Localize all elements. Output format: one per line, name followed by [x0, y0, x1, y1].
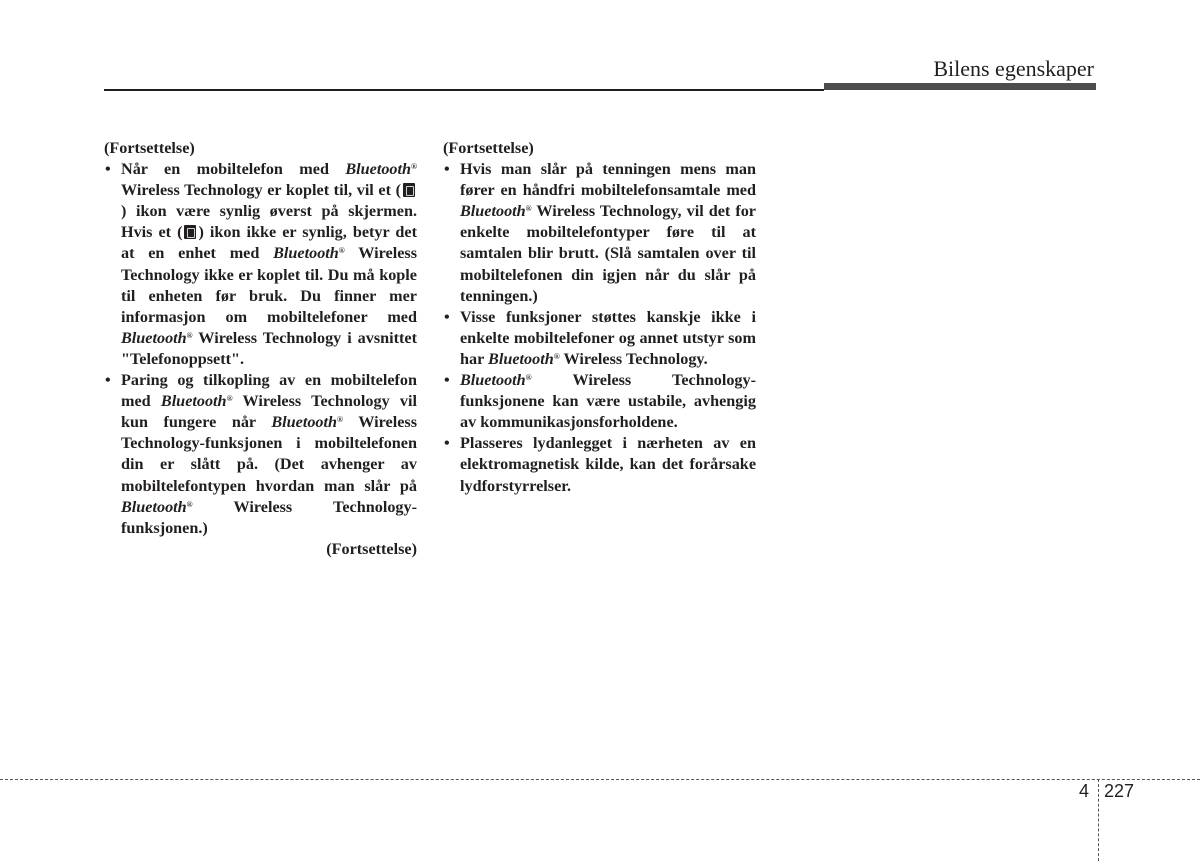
- bluetooth-term: Bluetooth: [273, 244, 339, 263]
- footer-dashed-divider: [1098, 779, 1099, 861]
- continued-label-bottom: (Fortsettelse): [326, 539, 417, 558]
- registered-mark: ®: [337, 415, 343, 425]
- bluetooth-term: Bluetooth: [488, 349, 554, 368]
- continued-label-top: (Fortsettelse): [443, 139, 534, 157]
- registered-mark: ®: [525, 373, 532, 383]
- bluetooth-connected-icon: [403, 183, 415, 197]
- registered-mark: ®: [553, 351, 560, 361]
- registered-mark: ®: [338, 246, 345, 256]
- left-bullet-list: [104, 159, 417, 539]
- bullet-ignition-call-info: • Hvis man slår på tenningen mens man fører en håndfri mobiltelefonsamtale med Bluetooth® Wireless Technology, vil det for enkelte mobiltelefontyper føre til at samtalen blir brutt. (Slå samtalen over til mobiltelefonen din igjen når du slår på tenningen.): [443, 159, 756, 307]
- right-bullet-list: [443, 159, 756, 497]
- bluetooth-term: Bluetooth: [271, 413, 338, 432]
- running-header-title: Bilens egenskaper: [933, 56, 1094, 81]
- bullet-pairing-info: • Paring og tilkopling av en mobiltelefon med Bluetooth® Wireless Technology vil kun fungere når Bluetooth® Wireless Technology-funksjonen i mobiltelefonen din er slått på. (Det avhenger av mobiltelefontypen hvordan man slår på Bluetooth® Wireless Technology-funksjonen.): [104, 370, 417, 539]
- bluetooth-term: Bluetooth: [460, 371, 526, 390]
- bluetooth-disconnected-icon: [184, 225, 196, 239]
- bluetooth-term: Bluetooth: [121, 328, 187, 347]
- registered-mark: ®: [525, 204, 532, 214]
- footer-dashed-rule: [0, 779, 1200, 780]
- bluetooth-term: Bluetooth: [460, 202, 526, 221]
- chapter-number: 4: [1079, 781, 1090, 801]
- continued-label-top: (Fortsettelse): [104, 139, 195, 157]
- bluetooth-term: Bluetooth: [121, 497, 187, 516]
- bullet-bluetooth-connected-icon-info: • Når en mobiltelefon med Bluetooth® Wireless Technology er koplet til, vil et () ikon være synlig øverst på skjermen. Hvis et ( ) ikon ikke er synlig, betyr det at en enhet med Bluetooth® Wireless Technology ikke er koplet til. Du må kople til enheten før bruk. Du finner mer informasjon om mobiltelefoner med Bluetooth® Wireless Technology i avsnittet "Telefonoppsett".: [104, 159, 417, 370]
- page-number: 227: [1104, 781, 1135, 801]
- left-column: [104, 138, 417, 560]
- bluetooth-term: Bluetooth: [345, 160, 412, 179]
- header-rule-thin: [104, 89, 824, 91]
- bullet-unstable-functions-info: • Bluetooth® Wireless Technology-funksjonene kan være ustabile, avhengig av kommunikasjonsforholdene.: [443, 370, 756, 433]
- registered-mark: ®: [411, 162, 417, 172]
- bullet-unsupported-functions-info: • Visse funksjoner støttes kanskje ikke i enkelte mobiltelefoner og annet utstyr som har Bluetooth® Wireless Technology.: [443, 307, 756, 370]
- bullet-interference-info: • Plasseres lydanlegget i nærheten av en elektromagnetisk kilde, kan det forårsake lydforstyrrelser.: [443, 433, 756, 496]
- registered-mark: ®: [186, 330, 193, 340]
- right-column: [443, 138, 756, 497]
- bluetooth-term: Bluetooth: [160, 392, 227, 411]
- header-rule-thick: [824, 83, 1096, 90]
- registered-mark: ®: [226, 394, 233, 404]
- registered-mark: ®: [186, 499, 193, 509]
